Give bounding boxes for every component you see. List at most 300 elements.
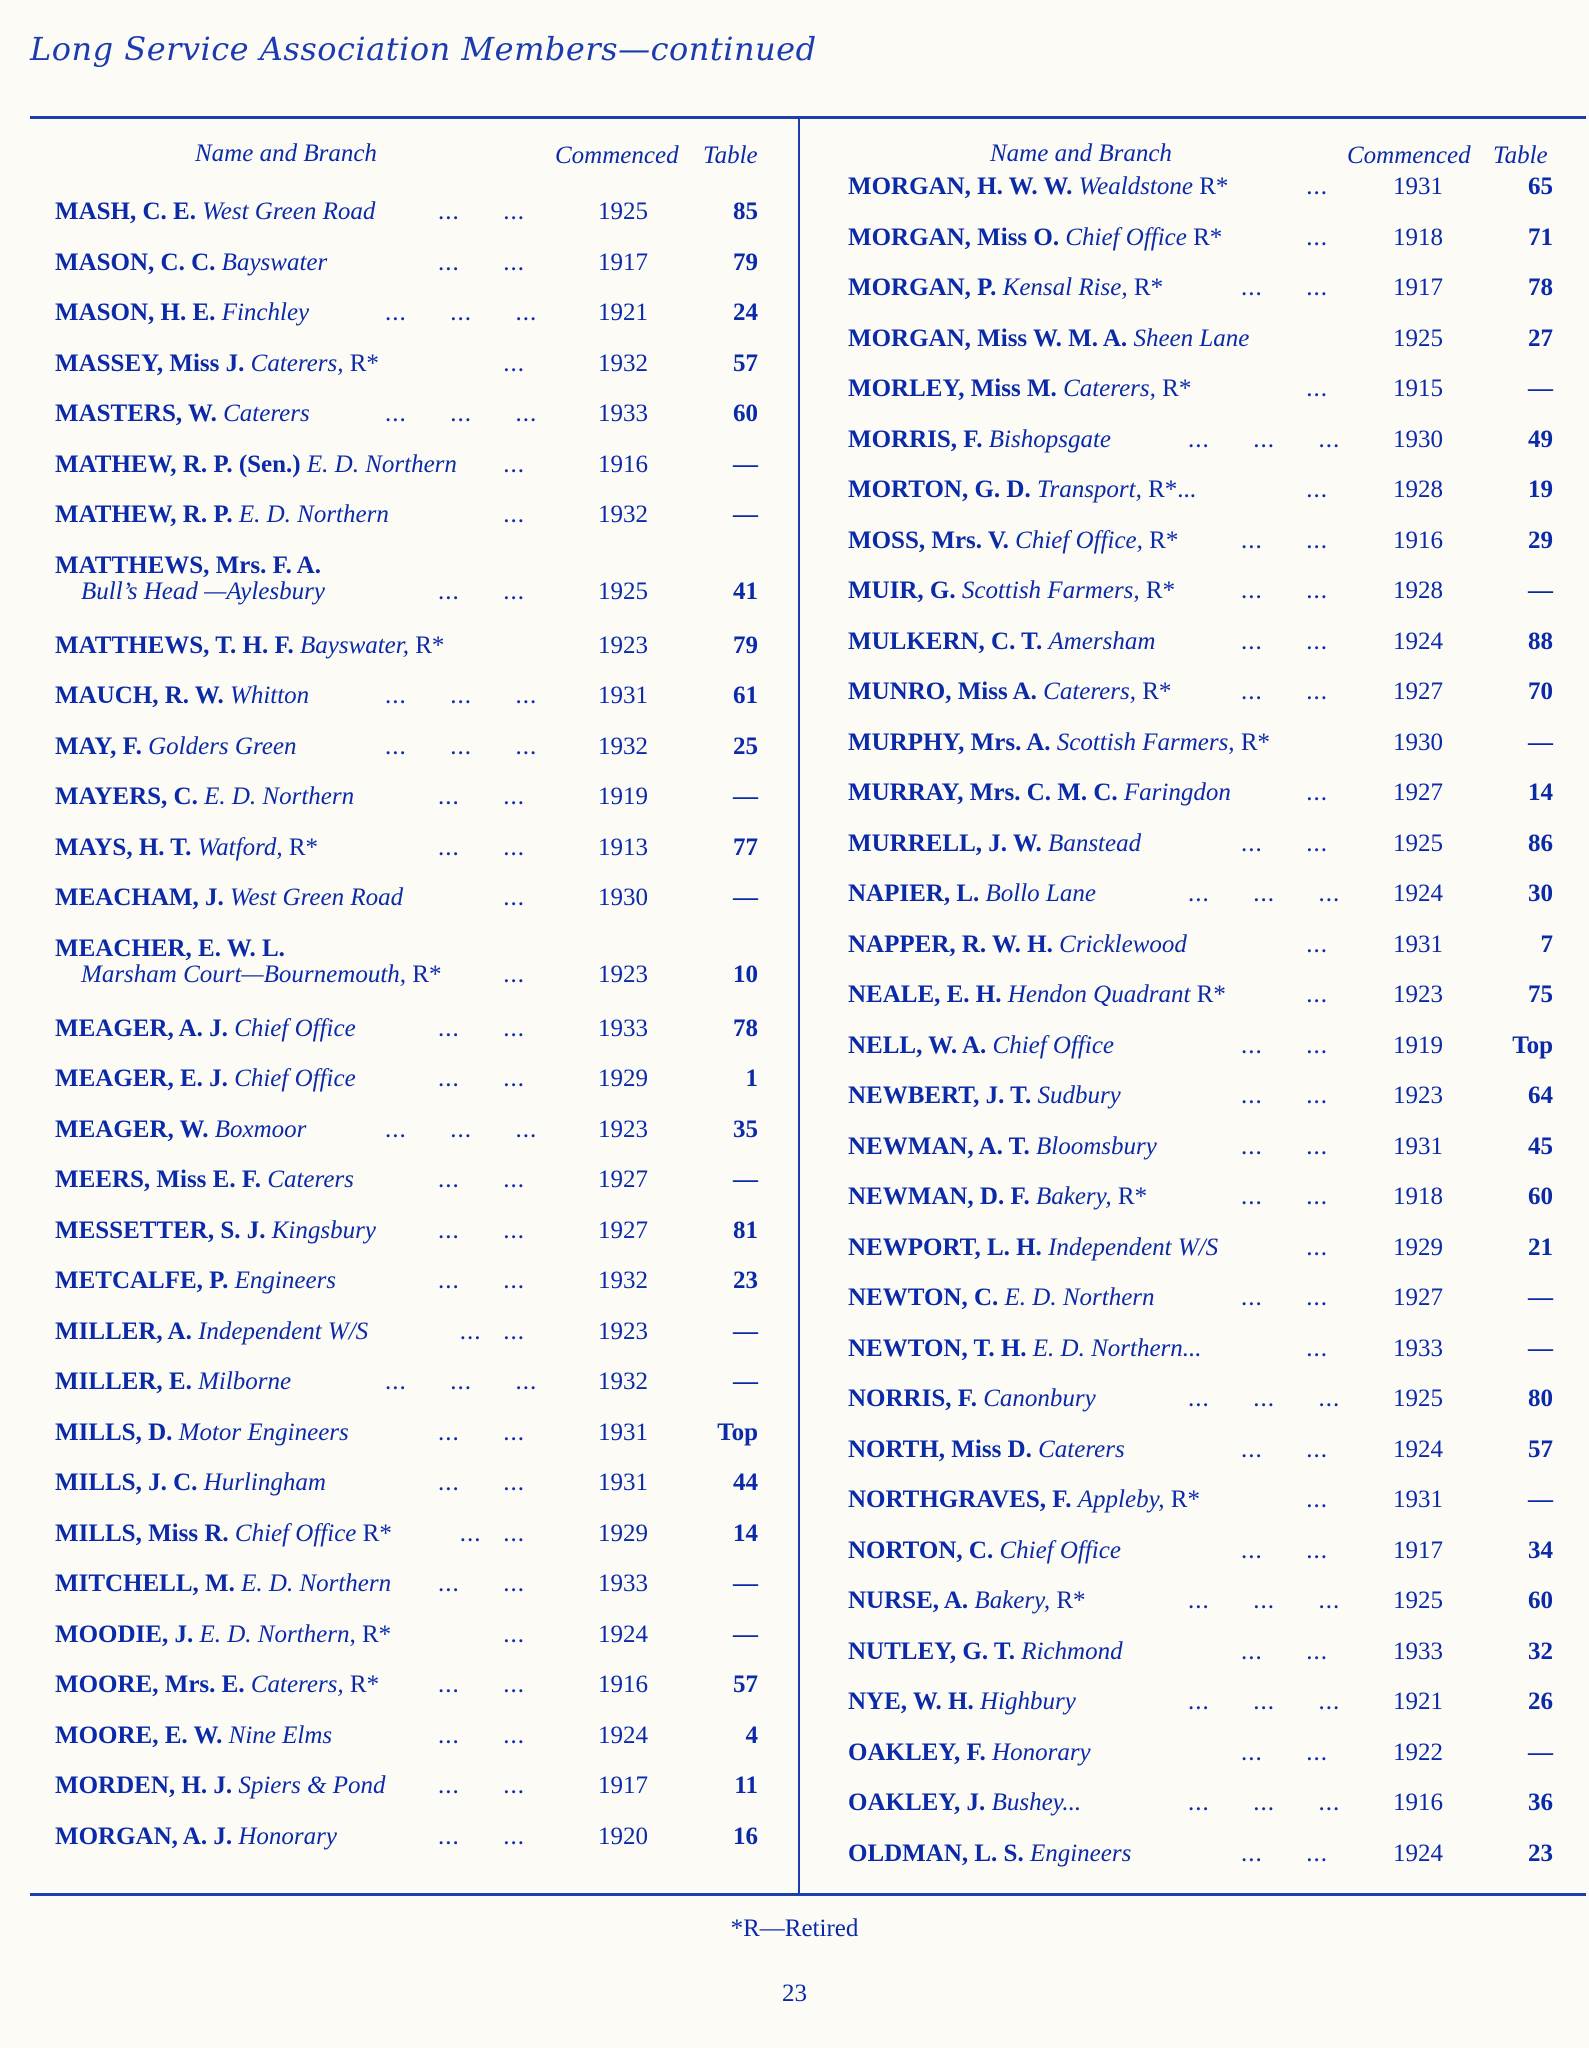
member-branch: Highbury (979, 1688, 1076, 1715)
leader-dots: ... ... (438, 1570, 525, 1597)
commenced-year: 1931 (1393, 1486, 1443, 1513)
table-number: 23 (733, 1267, 758, 1294)
commenced-year: 1923 (598, 631, 648, 659)
member-name-branch (848, 981, 1226, 1009)
member-name: MASON, H. E. (55, 299, 216, 326)
commenced-year: 1930 (1393, 425, 1443, 453)
leader-dots: ... ... (1241, 1637, 1328, 1665)
table-number: 57 (1528, 1435, 1553, 1463)
commenced-year: 1929 (598, 1519, 648, 1547)
member-name: NURSE, A. (848, 1587, 969, 1614)
member-name: MILLER, E. (55, 1368, 192, 1395)
member-name: NAPIER, L. (848, 880, 980, 907)
member-branch: Independent W/S (198, 1317, 369, 1345)
table-number: Top (717, 1418, 758, 1446)
commenced-year: 1933 (1393, 1637, 1443, 1665)
commenced-year: 1923 (598, 1115, 648, 1143)
commenced-year: 1924 (598, 1620, 648, 1648)
commenced-year: 1933 (598, 400, 648, 427)
member-name-branch (55, 1722, 332, 1750)
leader-dots: ... ... (1241, 678, 1328, 705)
member-name: MATHEW, R. P. (Sen.) (55, 450, 301, 478)
retired-mark: R* (1155, 375, 1192, 402)
member-name: MORGAN, A. J. (55, 1822, 233, 1850)
member-branch: Caterers, (1063, 375, 1156, 402)
member-name-branch (848, 1486, 1200, 1514)
table-number: 24 (733, 299, 758, 326)
table-number: 36 (1528, 1789, 1553, 1816)
member-name-branch (55, 1419, 349, 1447)
table-number: 23 (1528, 1839, 1553, 1867)
leader-dots: ... ... (459, 1317, 525, 1345)
member-name-branch (55, 1671, 379, 1699)
member-branch: E. D. Northern... (1032, 1334, 1202, 1362)
table-number: 4 (745, 1721, 758, 1749)
table-number: 14 (733, 1519, 758, 1547)
table-number: 80 (1528, 1385, 1553, 1412)
table-number: 78 (733, 1014, 758, 1042)
retired-mark: R* (1190, 981, 1226, 1008)
leader-dots: ... (1306, 1486, 1328, 1513)
commenced-year: 1916 (1393, 526, 1443, 554)
commenced-year: 1924 (598, 1721, 648, 1749)
member-name: NEWMAN, D. F. (848, 1183, 1030, 1210)
member-name: MORLEY, Miss M. (848, 375, 1057, 402)
leader-dots: ... (1306, 1233, 1328, 1261)
leader-dots: ... (1306, 223, 1328, 251)
member-branch: Wealdstone (1078, 173, 1193, 200)
member-name-branch (848, 426, 1111, 454)
table-number: 49 (1528, 425, 1553, 453)
table-number: — (733, 884, 758, 911)
leader-dots: ... ... (459, 1519, 525, 1547)
member-name-branch (55, 632, 444, 660)
commenced-year: 1932 (598, 349, 648, 377)
member-name: MORRIS, F. (848, 425, 983, 453)
retired-mark: R* (1135, 678, 1172, 705)
leader-dots: ... (1306, 930, 1328, 958)
member-name-branch (848, 779, 1231, 807)
leader-dots: ... ... ... (385, 1368, 538, 1395)
member-name: MORGAN, P. (848, 274, 997, 301)
member-name-branch (55, 1520, 392, 1548)
member-name: OAKLEY, J. (848, 1789, 986, 1816)
commenced-year: 1931 (1393, 1132, 1443, 1160)
commenced-year: 1932 (598, 1368, 648, 1395)
member-branch: Engineers (234, 1267, 337, 1294)
commenced-year: 1915 (1393, 375, 1443, 402)
commenced-year: 1927 (598, 1216, 648, 1244)
member-branch: Chief Office (992, 1031, 1115, 1059)
member-name-branch (848, 729, 1270, 757)
member-name: NORTH, Miss D. (848, 1435, 1032, 1463)
leader-dots: ... ... (438, 198, 525, 225)
member-name: MILLS, Miss R. (55, 1519, 229, 1547)
member-branch: Spiers & Pond (238, 1772, 386, 1799)
table-number: 1 (745, 1065, 758, 1092)
leader-dots: ... ... ... (1188, 880, 1341, 907)
retired-mark: R*... (1141, 476, 1197, 503)
member-name-branch (848, 1789, 1081, 1817)
commenced-year: 1931 (598, 682, 648, 709)
member-name-branch (55, 1621, 391, 1649)
member-branch: Bushey... (991, 1789, 1082, 1816)
member-branch: Caterers (267, 1166, 354, 1193)
member-name: MORGAN, Miss O. (848, 223, 1060, 251)
member-name: OAKLEY, F. (848, 1738, 986, 1766)
table-number: 81 (733, 1216, 758, 1244)
commenced-year: 1925 (598, 577, 648, 605)
member-name: MEAGER, A. J. (55, 1014, 228, 1042)
member-name-branch (848, 1436, 1125, 1464)
member-branch: Amersham (1048, 627, 1156, 655)
table-number: 79 (733, 248, 758, 276)
member-branch: Chief Office (234, 1519, 357, 1547)
member-name-branch (848, 1537, 1121, 1565)
member-name: NUTLEY, G. T. (848, 1637, 1015, 1665)
member-name-branch (848, 830, 1141, 858)
commenced-year: 1929 (598, 1065, 648, 1092)
commenced-year: 1916 (598, 1671, 648, 1698)
leader-dots: ... ... (438, 1065, 525, 1092)
leader-dots: ... ... (1241, 829, 1328, 857)
leader-dots: ... ... (438, 1166, 525, 1193)
member-name: MOODIE, J. (55, 1620, 194, 1648)
member-name-branch (848, 476, 1196, 504)
leader-dots: ... (1306, 1334, 1328, 1362)
member-branch: Honorary (238, 1822, 337, 1850)
member-branch: Hendon Quadrant (1007, 981, 1191, 1008)
leader-dots: ... ... (1241, 1082, 1328, 1109)
retired-mark: R* (1050, 1587, 1086, 1614)
commenced-year: 1917 (1393, 274, 1443, 301)
member-branch: Sudbury (1037, 1082, 1121, 1109)
member-branch: Sheen Lane (1133, 324, 1250, 352)
commenced-year: 1927 (1393, 1284, 1443, 1311)
commenced-year: 1931 (1393, 173, 1443, 200)
retired-mark: R* (282, 833, 319, 861)
member-name: NORRIS, F. (848, 1385, 977, 1412)
leader-dots: ... (503, 960, 525, 988)
left-header-commenced: Commenced (555, 142, 679, 169)
member-name: NEWTON, T. H. (848, 1334, 1027, 1362)
right-header-commenced: Commenced (1347, 142, 1471, 169)
table-number: 41 (733, 577, 758, 605)
member-name: MILLS, D. (55, 1418, 173, 1446)
table-number: 88 (1528, 627, 1553, 655)
member-name-branch (848, 1739, 1091, 1767)
table-number: — (1528, 1486, 1553, 1513)
commenced-year: 1933 (1393, 1334, 1443, 1362)
member-name: NORTON, C. (848, 1536, 994, 1564)
member-name: MAY, F. (55, 732, 142, 760)
member-branch: Hurlingham (203, 1469, 326, 1496)
leader-dots: ... ... (1241, 1183, 1328, 1210)
commenced-year: 1917 (598, 248, 648, 276)
leader-dots: ... (503, 501, 525, 528)
member-branch: Marsham Court—Bournemouth, (81, 960, 407, 988)
commenced-year: 1931 (598, 1469, 648, 1496)
retired-mark: R* (1186, 223, 1223, 251)
member-name-branch (848, 274, 1163, 302)
member-branch: Nine Elms (228, 1721, 333, 1749)
leader-dots: ... (503, 884, 525, 911)
table-number: 57 (733, 349, 758, 377)
member-name: OLDMAN, L. S. (848, 1839, 1024, 1867)
member-name: MEAGER, E. J. (55, 1065, 228, 1092)
member-name-branch (848, 931, 1187, 959)
table-number: 60 (1528, 1183, 1553, 1210)
member-name-branch (55, 501, 389, 529)
member-branch: Kensal Rise, (1002, 274, 1128, 301)
table-number: — (733, 1166, 758, 1193)
member-name: MILLER, A. (55, 1317, 192, 1345)
retired-mark: R* (406, 960, 442, 988)
commenced-year: 1924 (1393, 1435, 1443, 1463)
member-name-branch (848, 628, 1155, 656)
member-name: MEACHAM, J. (55, 884, 224, 911)
retired-mark: R* (1164, 1486, 1200, 1513)
member-name-branch (848, 1385, 1096, 1413)
member-branch: Golders Green (148, 732, 297, 760)
footnote-retired: *R—Retired (730, 1915, 859, 1942)
member-branch: Caterers, (250, 349, 344, 377)
member-name-branch (848, 1688, 1076, 1716)
member-name: MEAGER, W. (55, 1115, 209, 1143)
retired-mark: R* (1142, 526, 1179, 554)
member-name: NAPPER, R. W. H. (848, 930, 1053, 958)
table-number: — (733, 450, 758, 478)
page-number: 23 (782, 1980, 807, 2007)
member-name-branch (55, 1570, 391, 1598)
member-branch: E. D. Northern (204, 783, 355, 810)
member-branch: Chief Office (234, 1014, 356, 1042)
member-branch: West Green Road (202, 198, 376, 225)
table-number: 79 (733, 631, 758, 659)
retired-mark: R* (355, 1620, 392, 1648)
table-number: 29 (1528, 526, 1553, 554)
table-number: — (733, 1317, 758, 1345)
member-name-branch (848, 1082, 1121, 1110)
member-name-branch (848, 1133, 1157, 1161)
table-number: 44 (733, 1469, 758, 1496)
member-branch: E. D. Northern (238, 501, 389, 528)
commenced-year: 1923 (598, 960, 648, 988)
member-name-branch (848, 173, 1228, 201)
table-number: 35 (733, 1115, 758, 1143)
member-name: NEWTON, C. (848, 1284, 999, 1311)
member-branch: Cricklewood (1059, 930, 1187, 958)
member-name-branch (55, 1166, 354, 1194)
commenced-year: 1928 (1393, 577, 1443, 604)
leader-dots: ... ... (1241, 1839, 1328, 1867)
table-number: — (733, 1620, 758, 1648)
table-number: — (1528, 728, 1553, 756)
leader-dots: ... ... (438, 1418, 525, 1446)
member-branch: Caterers (1038, 1435, 1125, 1463)
member-name: MORDEN, H. J. (55, 1772, 233, 1799)
commenced-year: 1931 (1393, 930, 1443, 958)
table-number: 78 (1528, 274, 1553, 301)
leader-dots: ... ... (438, 1822, 525, 1850)
member-branch: Boxmoor (214, 1115, 307, 1143)
member-name-branch (55, 1318, 368, 1346)
leader-dots: ... ... ... (385, 299, 538, 326)
commenced-year: 1924 (1393, 880, 1443, 907)
table-number: — (733, 501, 758, 528)
table-number: 19 (1528, 476, 1553, 503)
retired-mark: R* (409, 631, 445, 659)
member-branch: Scottish Farmers, (1056, 728, 1235, 756)
member-branch: E. D. Northern (241, 1570, 392, 1597)
member-name: MESSETTER, S. J. (55, 1216, 266, 1244)
member-name: MOSS, Mrs. V. (848, 526, 1009, 554)
member-name: METCALFE, P. (55, 1267, 229, 1294)
right-header-table: Table (1493, 142, 1548, 169)
table-number: 71 (1528, 223, 1553, 251)
member-branch: Bishopsgate (988, 425, 1111, 453)
member-name: MILLS, J. C. (55, 1469, 198, 1496)
leader-dots: ... ... ... (385, 400, 538, 427)
member-branch: Bayswater, (299, 631, 409, 659)
commenced-year: 1927 (598, 1166, 648, 1193)
leader-dots: ... ... ... (385, 1115, 538, 1143)
member-branch: Chief Office (999, 1536, 1121, 1564)
leader-dots: ... (503, 1620, 525, 1648)
commenced-year: 1923 (1393, 1082, 1443, 1109)
member-name-branch (848, 527, 1178, 555)
commenced-year: 1925 (1393, 324, 1443, 352)
member-name: MOORE, E. W. (55, 1721, 223, 1749)
member-name-branch (848, 1284, 1155, 1312)
commenced-year: 1918 (1393, 223, 1443, 251)
member-name: MEERS, Miss E. F. (55, 1166, 262, 1193)
table-number: 61 (733, 682, 758, 709)
member-branch: Caterers (223, 400, 310, 427)
leader-dots: ... ... (438, 1014, 525, 1042)
member-name: NELL, W. A. (848, 1031, 987, 1059)
commenced-year: 1921 (1393, 1688, 1443, 1715)
commenced-year: 1932 (598, 732, 648, 760)
table-number: 70 (1528, 678, 1553, 705)
leader-dots: ... ... (438, 248, 525, 276)
leader-dots: ... ... (438, 783, 525, 810)
member-name-branch (848, 1183, 1147, 1211)
member-branch: E. D. Northern (1004, 1284, 1155, 1311)
member-name: MORTON, G. D. (848, 476, 1031, 503)
leader-dots: ... (1306, 981, 1328, 1008)
member-name-branch (55, 1368, 291, 1396)
table-number: 32 (1528, 1637, 1553, 1665)
member-branch: Banstead (1048, 829, 1142, 857)
member-branch: Chief Office (234, 1065, 356, 1092)
retired-mark: R* (1234, 728, 1270, 756)
retired-mark: R* (1127, 274, 1164, 301)
member-branch: Independent W/S (1048, 1233, 1219, 1261)
table-number: 85 (733, 198, 758, 225)
leader-dots: ... ... ... (385, 682, 538, 709)
leader-dots: ... ... (438, 1267, 525, 1294)
commenced-year: 1925 (1393, 1587, 1443, 1614)
table-number: — (733, 783, 758, 810)
member-name: MORGAN, H. W. W. (848, 173, 1073, 200)
commenced-year: 1917 (1393, 1536, 1443, 1564)
leader-dots: ... ... (1241, 1132, 1328, 1160)
commenced-year: 1928 (1393, 476, 1443, 503)
leader-dots: ... (1306, 779, 1328, 806)
leader-dots: ... ... (438, 833, 525, 861)
member-name: MEACHER, E. W. L. (55, 934, 285, 962)
table-number: 30 (1528, 880, 1553, 907)
member-branch: Kingsbury (271, 1216, 376, 1244)
member-name: MURRAY, Mrs. C. M. C. (848, 779, 1118, 806)
member-branch: Watford, (197, 833, 283, 861)
table-number: 86 (1528, 829, 1553, 857)
member-name-branch (55, 1217, 376, 1245)
member-name-branch (848, 325, 1249, 353)
member-branch: Honorary (992, 1738, 1091, 1766)
leader-dots: ... ... (438, 1469, 525, 1496)
member-name-branch (55, 1116, 306, 1144)
member-name: NEWMAN, A. T. (848, 1132, 1030, 1160)
commenced-year: 1930 (1393, 728, 1443, 756)
member-name: MAUCH, R. W. (55, 682, 224, 709)
member-name: MUIR, G. (848, 577, 956, 604)
table-number: — (1528, 577, 1553, 604)
commenced-year: 1927 (1393, 678, 1443, 705)
member-name-branch (55, 834, 318, 862)
member-branch: Richmond (1021, 1637, 1123, 1665)
retired-mark: R* (1139, 577, 1176, 604)
leader-dots: ... ... (1241, 1435, 1328, 1463)
left-header-name: Name and Branch (195, 140, 377, 167)
commenced-year: 1933 (598, 1014, 648, 1042)
member-name-branch (848, 1587, 1086, 1615)
commenced-year: 1933 (598, 1570, 648, 1597)
leader-dots: ... ... (1241, 526, 1328, 554)
member-name-branch (848, 224, 1222, 252)
member-name-branch (55, 249, 327, 277)
member-branch: Scottish Farmers, (961, 577, 1140, 604)
leader-dots: ... (503, 450, 525, 478)
table-number: 25 (733, 732, 758, 760)
table-number: 14 (1528, 779, 1553, 806)
commenced-year: 1930 (598, 884, 648, 911)
member-branch: Motor Engineers (178, 1418, 349, 1446)
leader-dots: ... ... (438, 1721, 525, 1749)
member-branch: Bull’s Head —Aylesbury (81, 577, 325, 605)
member-name-branch (848, 375, 1191, 403)
leader-dots: ... ... (438, 577, 525, 605)
retired-mark: R* (343, 1671, 380, 1698)
leader-dots: ... ... (1241, 1031, 1328, 1059)
commenced-year: 1923 (1393, 981, 1443, 1008)
retired-mark: R* (1111, 1183, 1148, 1210)
commenced-year: 1924 (1393, 1839, 1443, 1867)
leader-dots: ... (1306, 476, 1328, 503)
leader-dots: ... (1306, 173, 1328, 200)
table-number: Top (1512, 1031, 1553, 1059)
member-name: MAYS, H. T. (55, 833, 192, 861)
retired-mark: R* (356, 1519, 392, 1547)
member-name-branch (848, 1234, 1218, 1262)
member-branch: Finchley (221, 299, 310, 326)
commenced-year: 1918 (1393, 1183, 1443, 1210)
leader-dots: ... ... (1241, 1536, 1328, 1564)
member-name: MORGAN, Miss W. M. A. (848, 324, 1128, 352)
member-name-branch (848, 1638, 1123, 1666)
member-name-branch (55, 884, 403, 912)
